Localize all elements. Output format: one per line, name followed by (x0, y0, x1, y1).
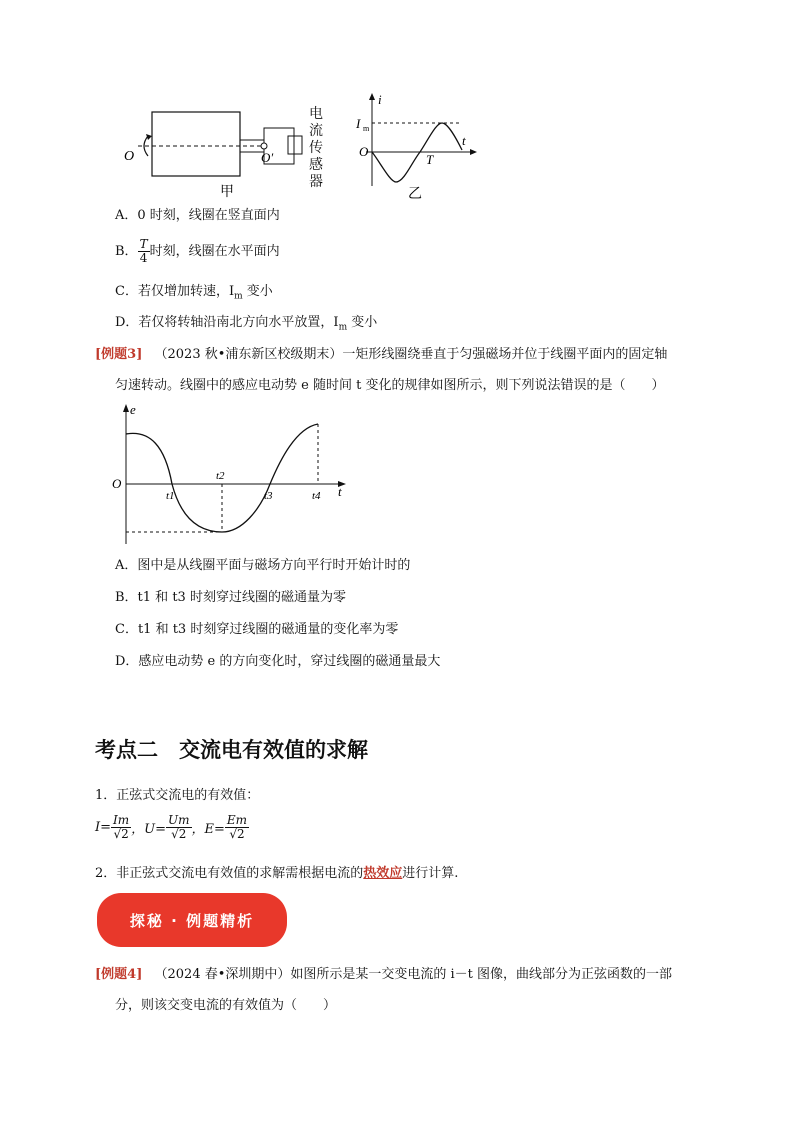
example3-line2: 匀速转动。线圈中的感应电动势 e 随时间 t 变化的规律如图所示，则下列说法错误的是（ ） (115, 378, 665, 393)
figure-yi (352, 90, 482, 202)
tick-t2: t2 (216, 470, 225, 482)
q3-option-a[interactable]: A．图中是从线圈平面与磁场方向平行时开始计时的 (115, 558, 411, 573)
tick-t4: t4 (312, 490, 321, 502)
q2-option-d[interactable]: D．若仅将转轴沿南北方向水平放置，$I_m$ 变小 (115, 315, 378, 333)
section-title: 考点二 交流电有效值的求解 (95, 738, 368, 762)
example4-line1: [例题4] （2024 春•深圳期中）如图所示是某一交变电流的 i－t 图像，曲线部分为正弦函数的一部 (95, 967, 673, 982)
tick-t1: t1 (166, 490, 175, 502)
section2-item1: 1．正弦式交流电的有效值： (95, 788, 260, 803)
label-e: e (130, 402, 136, 417)
label-o-prime: O′ (261, 150, 274, 165)
label-o: O (124, 149, 135, 164)
label-T: T (426, 152, 434, 167)
keyword-heat-effect: 热效应 (363, 866, 403, 881)
example-tag: [例题3] (95, 347, 143, 362)
q2-option-a[interactable]: A．0 时刻，线圈在竖直面内 (115, 208, 280, 223)
example-tag: [例题4] (95, 967, 143, 982)
fraction-t-over-4: $\frac{T}{4}$ (139, 237, 148, 265)
example3-line1: [例题3] （2023 秋•浦东新区校级期末）一矩形线圈绕垂直于匀强磁场并位于线圈平面内的固定轴 (95, 347, 668, 362)
label-t: t (462, 133, 466, 148)
label-im: I (356, 116, 361, 131)
section2-item2: 2．非正弦式交流电有效值的求解需根据电流的热效应进行计算. (95, 866, 459, 881)
label-t: t (338, 484, 342, 499)
example4-line2: 分，则该交变电流的有效值为（ ） (115, 998, 337, 1013)
example-analysis-badge: 探秘 · 例题精析 (97, 893, 287, 947)
rms-formula: I= $\frac{Im}{√2}$ ，U= $\frac{Um}{√2}$ ，E= $\frac{Em}{√2}$ (95, 813, 248, 841)
label-o: O (112, 476, 122, 491)
sensor-label: 电 流 传 感 器 (309, 106, 323, 190)
q3-option-d[interactable]: D．感应电动势 e 的方向变化时，穿过线圈的磁通量最大 (115, 654, 441, 669)
q3-option-b[interactable]: B．t1 和 t3 时刻穿过线圈的磁通量为零 (115, 590, 346, 605)
caption-yi: 乙 (408, 187, 422, 202)
figure-e-t (110, 400, 355, 548)
fraction-im: $\frac{Im}{√2}$ (113, 813, 130, 841)
fraction-em: $\frac{Em}{√2}$ (226, 813, 248, 841)
caption-jia: 甲 (220, 185, 234, 200)
q2-option-b[interactable]: B． $\frac{T}{4}$ 时刻，线圈在水平面内 (115, 237, 280, 265)
label-i: i (378, 92, 382, 107)
q3-option-c[interactable]: C．t1 和 t3 时刻穿过线圈的磁通量的变化率为零 (115, 622, 399, 637)
tick-t3: t3 (264, 490, 273, 502)
label-im-sub: m (363, 124, 370, 133)
q2-option-c[interactable]: C．若仅增加转速，$I_m$ 变小 (115, 284, 273, 302)
label-o: O (359, 144, 369, 159)
fraction-um: $\frac{Um}{√2}$ (168, 813, 190, 841)
